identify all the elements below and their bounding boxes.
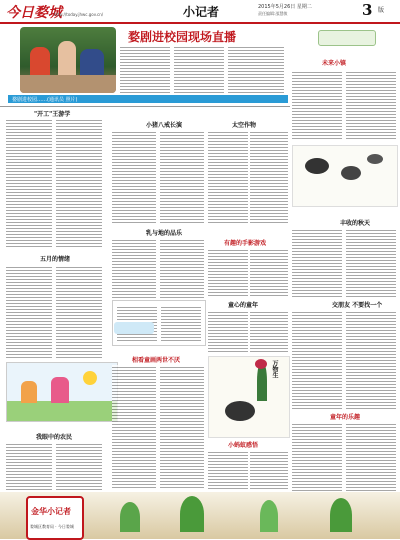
art1-title: "开工"王游学 — [34, 111, 71, 118]
art13-title: 交朋友 不要找一个 — [332, 302, 383, 309]
art9-title: 童心的童年 — [228, 302, 259, 309]
lead-caption-bar — [8, 95, 288, 103]
mid-text-4 — [250, 130, 288, 225]
art16-title: 万物生 — [271, 360, 278, 378]
right-text-6 — [346, 310, 396, 410]
art5-title: 有趣的手影游戏 — [224, 240, 267, 247]
sprout-2 — [180, 496, 204, 532]
left-text-1 — [6, 118, 52, 248]
art8-title: 相看童画两世不厌 — [132, 357, 181, 364]
left-text-2 — [56, 118, 102, 248]
masthead-logo: 今日婺城 — [6, 5, 62, 21]
section-title: 小记者 — [183, 5, 220, 19]
art17-title: 丰收的秋天 — [340, 220, 371, 227]
lead-caption: 婺剧进校园……(通讯员 照片) — [12, 97, 78, 103]
mid-text-6 — [160, 238, 204, 298]
child-drawing — [6, 362, 118, 422]
date-line: 2015年5月26日 星期二 — [258, 4, 312, 10]
right-illustration — [292, 145, 398, 207]
footer-banner — [0, 492, 400, 539]
mid-text-7 — [208, 248, 248, 298]
mid-text-8 — [250, 248, 288, 298]
sprout-3 — [260, 500, 278, 532]
page-suffix: 版 — [378, 7, 385, 14]
art3-title: 太空作物 — [232, 122, 257, 129]
right-text-1 — [292, 70, 342, 140]
mid-text-1 — [112, 130, 156, 225]
mid-text-2 — [160, 130, 204, 225]
left-text-5 — [6, 442, 52, 490]
sprout-4 — [330, 498, 352, 532]
lead-text-3 — [228, 45, 284, 93]
left-text-6 — [56, 442, 102, 490]
left-text-3 — [6, 265, 52, 360]
right-text-2 — [346, 70, 396, 140]
mid-text-12 — [160, 365, 204, 490]
lead-text-1 — [120, 45, 170, 93]
right-column-badge — [318, 30, 376, 46]
mid-text-5 — [112, 238, 156, 298]
art18-title: 未来小镇 — [322, 60, 347, 67]
mid-text-14 — [250, 450, 288, 490]
art4-title: 乳与地的品乐 — [146, 230, 183, 237]
mid-text-10 — [250, 310, 288, 354]
right-text-8 — [346, 422, 396, 492]
contact-line: 责任编辑:邵慧敏 — [258, 11, 288, 16]
page-number: 3 — [362, 1, 373, 19]
right-text-7 — [292, 422, 342, 492]
mid-text-11 — [112, 365, 156, 490]
footer-logo — [26, 496, 84, 540]
art7-title: 我眼中的农民 — [36, 434, 73, 441]
art8-banner — [114, 322, 154, 334]
right-text-3 — [292, 228, 342, 298]
masthead — [0, 0, 400, 24]
sprout-1 — [120, 502, 140, 532]
main-headline: 婺剧进校园现场直播 — [128, 30, 237, 44]
art6-title: 五月的情绪 — [40, 256, 71, 263]
mid-text-3 — [208, 130, 248, 225]
art2-title: 小猪八戒长演 — [146, 122, 183, 129]
right-text-4 — [346, 228, 396, 298]
footer-banner-title: 金华小记者 — [31, 506, 71, 516]
left-text-4 — [56, 265, 102, 360]
lead-text-2 — [174, 45, 224, 93]
right-text-5 — [292, 310, 342, 410]
mid-text-13 — [208, 450, 248, 490]
art14-title: 童年的乐趣 — [330, 414, 361, 421]
lead-photo — [20, 27, 116, 93]
art10-title: 小蚂蚁感悟 — [228, 442, 259, 449]
masthead-url[interactable]: http://today.jhwc.gov.cn/ — [54, 12, 104, 17]
mid-text-9 — [208, 310, 248, 354]
footer-banner-sub: 婺城区教育局 · 今日婺城 — [30, 524, 74, 529]
